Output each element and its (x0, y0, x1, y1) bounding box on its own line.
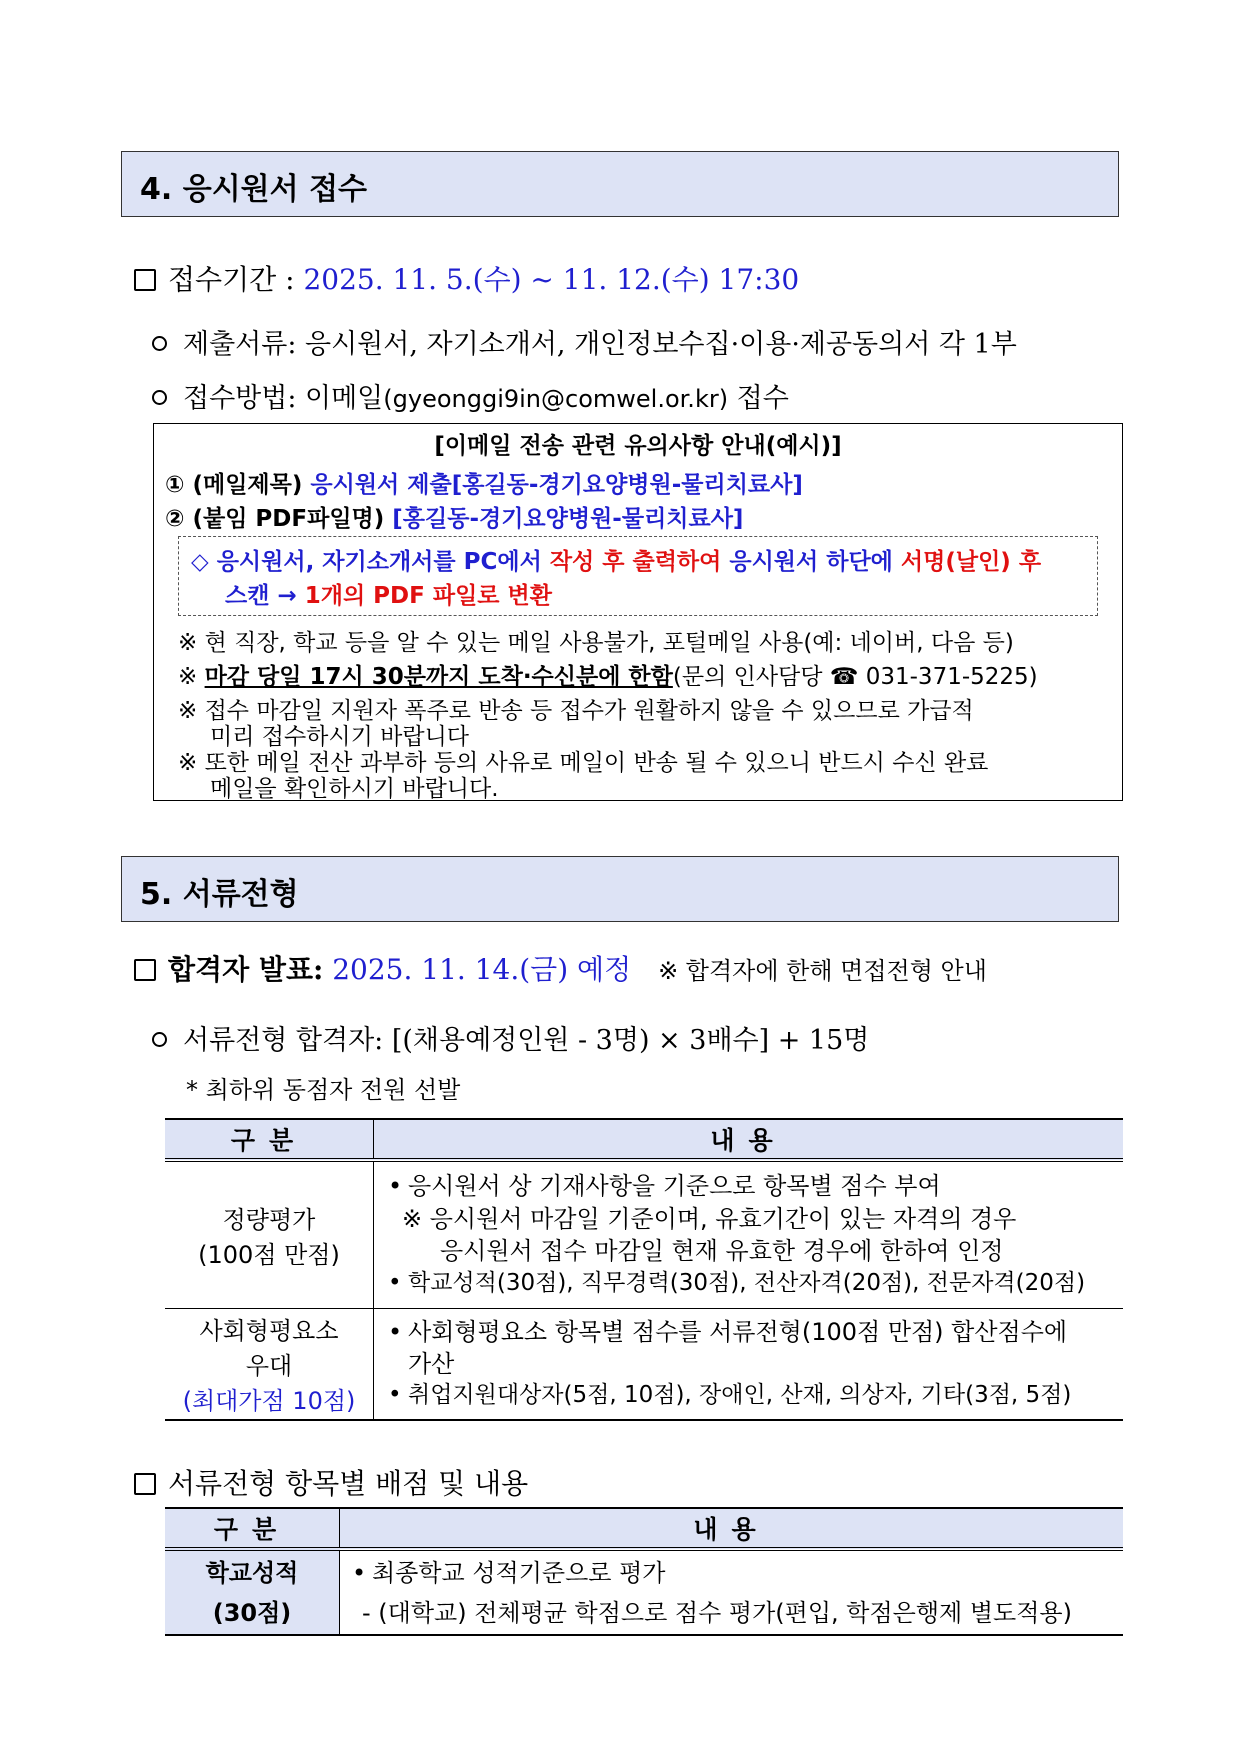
row-content-social-equity: • 사회형평요소 항목별 점수를 서류전형(100점 만점) 합산점수에 가산 • 취업지원대상자(5점, 10점), 장애인, 산재, 의상자, 기타(3점, 5점) (374, 1308, 1124, 1420)
circle-bullet-icon (152, 336, 167, 351)
period-value: 2025. 11. 5.(수) ~ 11. 12.(수) 17:30 (303, 263, 800, 296)
notice-note-2: ※ 마감 당일 17시 30분까지 도착·수신분에 한함(문의 인사담당 ☎ 031-371-5225) (178, 664, 1038, 690)
method-email: (gyeonggi9in@comwel.or.kr) (383, 385, 729, 413)
notice-item-2: ② (붙임 PDF파일명) [홍길동-경기요양병원-물리치료사] (165, 506, 744, 532)
screening-table (165, 1118, 1123, 1421)
section-5-title: 5. 서류전형 (140, 877, 299, 912)
row-label-school-grades: 학교성적 (30점) (165, 1549, 340, 1635)
inner-line-1: ◇ 응시원서, 자기소개서를 PC에서 작성 후 출력하여 응시원서 하단에 서명(날인) 후 (191, 549, 1042, 575)
email-notice-box (153, 423, 1123, 801)
section-4-title: 4. 응시원서 접수 (140, 172, 368, 207)
inner-line-2: 스캔 → 1개의 PDF 파일로 변환 (225, 583, 552, 609)
notice-inner-box (178, 536, 1098, 616)
method-line (152, 376, 789, 415)
section-5-header (121, 856, 1119, 922)
notice-item-1: ① (메일제목) 응시원서 제출[홍길동-경기요양병원-물리치료사] (165, 472, 803, 498)
table-row (165, 1308, 1123, 1420)
notice-title: [이메일 전송 관련 유의사항 안내(예시)] (434, 433, 842, 459)
checkbox-square-icon (134, 269, 156, 291)
row-label-quantitative: 정량평가 (100점 만점) (165, 1160, 374, 1308)
table2-header-category: 구분 (165, 1508, 340, 1549)
period-label: 접수기간 : (168, 263, 295, 296)
table2-header-content: 내용 (340, 1508, 1124, 1549)
period-line (134, 258, 799, 298)
table1-header-content: 내용 (374, 1119, 1124, 1160)
pass-note: * 최하위 동점자 전원 선발 (186, 1076, 461, 1104)
table1-header-category: 구분 (165, 1119, 374, 1160)
pass-rule: 서류전형 합격자: [(채용예정인원 - 3명) × 3배수] + 15명 (183, 1025, 870, 1056)
items-title: 서류전형 항목별 배점 및 내용 (168, 1467, 529, 1500)
section-4-header (121, 151, 1119, 217)
notice-note-4b: 메일을 확인하시기 바랍니다. (210, 776, 499, 802)
checkbox-square-icon (134, 959, 156, 981)
table-row (165, 1160, 1123, 1308)
circle-bullet-icon (152, 1032, 167, 1047)
notice-note-3a: ※ 접수 마감일 지원자 폭주로 반송 등 접수가 원활하지 않을 수 있으므로 가급적 (178, 698, 974, 724)
announce-value: 2025. 11. 14.(금) 예정 (332, 953, 632, 986)
items-title-line (134, 1462, 528, 1502)
items-table (165, 1507, 1123, 1636)
notice-note-4a: ※ 또한 메일 전산 과부하 등의 사유로 메일이 반송 될 수 있으니 반드시 수신 완료 (178, 750, 989, 776)
announce-note: ※ 합격자에 한해 면접전형 안내 (658, 957, 987, 985)
docs-text: 제출서류: 응시원서, 자기소개서, 개인정보수집·이용·제공동의서 각 1부 (183, 329, 1017, 360)
circle-bullet-icon (152, 390, 167, 405)
method-suffix: 접수 (728, 383, 789, 414)
pass-rule-line (152, 1018, 869, 1057)
row-content-school-grades: • 최종학교 성적기준으로 평가 - (대학교) 전체평균 학점으로 점수 평가(편입, 학점은행제 별도적용) (340, 1549, 1124, 1635)
table-row (165, 1549, 1123, 1635)
row-content-quantitative: • 응시원서 상 기재사항을 기준으로 항목별 점수 부여 ※ 응시원서 마감일 기준이며, 유효기간이 있는 자격의 경우 응시원서 접수 마감일 현재 유효한 경우에 한하여 인정 • 학교성적(30점), 직무경력(30점), 전산자격(20점), 전문자격(20점) (374, 1160, 1124, 1308)
notice-note-3b: 미리 접수하시기 바랍니다 (210, 724, 470, 750)
notice-note-1: ※ 현 직장, 학교 등을 알 수 있는 메일 사용불가, 포털메일 사용(예: 네이버, 다음 등) (178, 630, 1014, 656)
docs-line (152, 322, 1017, 361)
checkbox-square-icon (134, 1473, 156, 1495)
announce-line: 합격자 발표: 2025. 11. 14.(금) 예정 ※ 합격자에 한해 면접전형 안내 (134, 948, 987, 988)
row-label-social-equity: 사회형평요소 우대 (최대가점 10점) (165, 1308, 374, 1420)
method-prefix: 접수방법: 이메일 (183, 383, 384, 414)
